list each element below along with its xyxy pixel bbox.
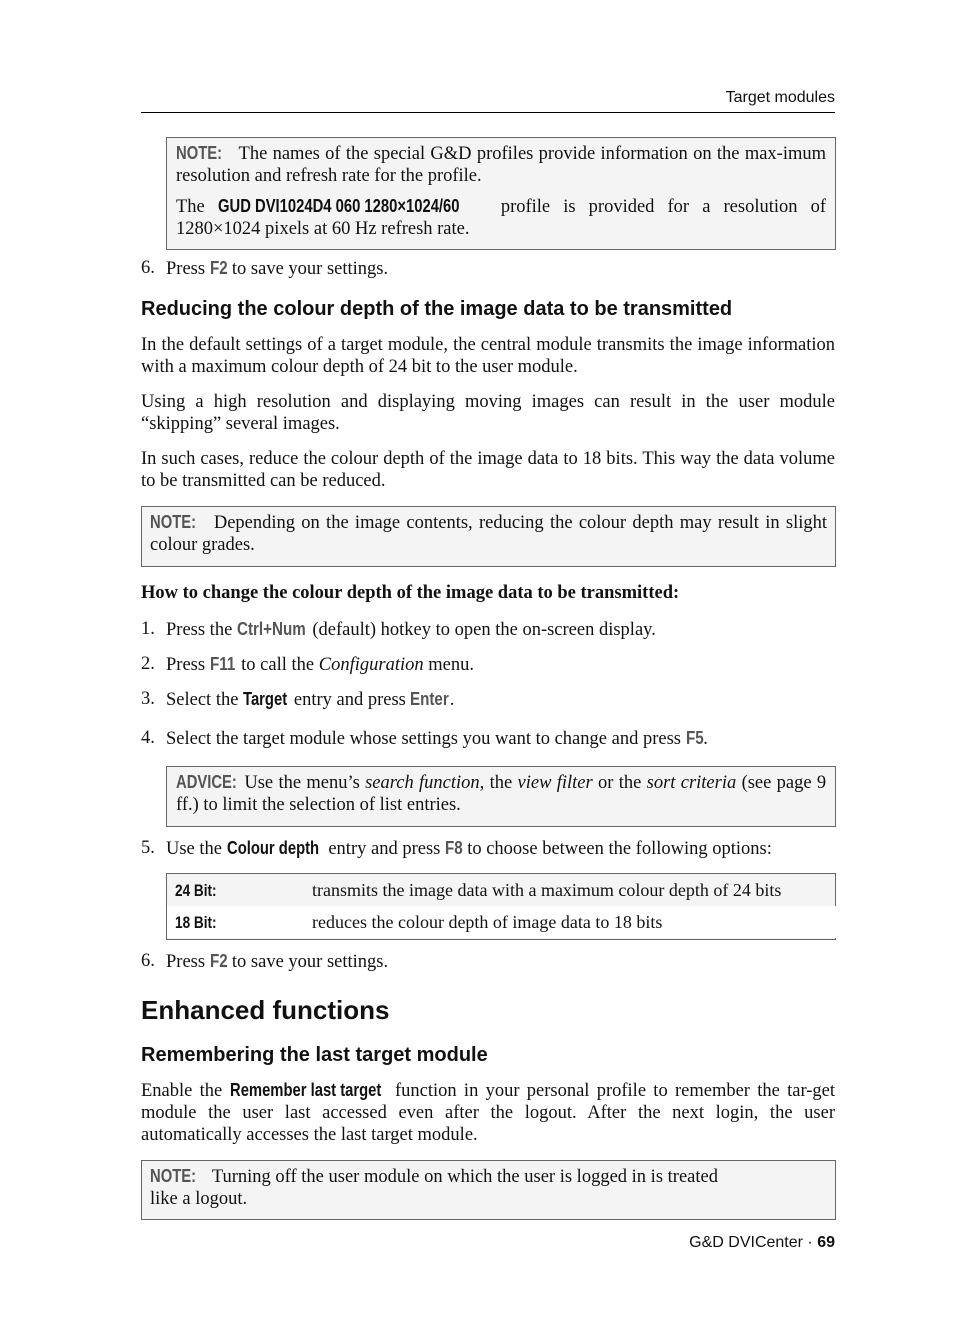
note-paragraph-1 bbox=[176, 142, 826, 187]
step-text-post: menu. bbox=[428, 655, 474, 675]
step-5 bbox=[141, 837, 835, 859]
step-number: 3. bbox=[141, 689, 155, 709]
colour-depth-heading: Reducing the colour depth of the image data to be transmitted bbox=[141, 298, 733, 320]
step-number: 4. bbox=[141, 728, 155, 748]
step-text-pre: Press bbox=[166, 655, 206, 675]
colour-depth-para-2 bbox=[141, 391, 835, 435]
step-number: 6. bbox=[141, 951, 155, 971]
step-3 bbox=[141, 688, 835, 710]
step-text-pre: Press bbox=[166, 952, 206, 972]
table-row bbox=[167, 874, 837, 906]
howto-heading: How to change the colour depth of the image data to be transmitted: bbox=[141, 583, 680, 603]
step-text-post: to choose between the following options: bbox=[467, 839, 772, 859]
option-key: 24 Bit: bbox=[175, 880, 217, 900]
advice-term-sort: sort criteria bbox=[646, 773, 737, 793]
step-text bbox=[166, 950, 388, 973]
note-label: NOTE: bbox=[150, 511, 197, 532]
step-save-first bbox=[141, 257, 835, 279]
paragraph-text bbox=[141, 1079, 835, 1146]
paragraph-text: In such cases, reduce the colour depth of the image data to 18 bits. This way the data volume to be transmitted can be reduced. bbox=[141, 449, 835, 491]
option-key-cell bbox=[167, 874, 312, 906]
paragraph-pre: Enable the bbox=[141, 1081, 223, 1101]
step-number: 1. bbox=[141, 619, 155, 639]
advice-paragraph bbox=[176, 771, 826, 816]
colour-depth-para-1 bbox=[141, 334, 835, 378]
step-text-post: to save your settings. bbox=[231, 259, 389, 279]
advice-text: Use the menu’s bbox=[244, 773, 360, 793]
step-text bbox=[166, 688, 454, 711]
key-enter: Enter bbox=[410, 688, 450, 709]
note-text-pre: The bbox=[176, 197, 205, 217]
option-key-cell bbox=[167, 906, 312, 938]
note-text: Depending on the image contents, reducing the colour depth may result in slight colour grades. bbox=[150, 513, 828, 555]
step-6 bbox=[141, 950, 835, 972]
key-ctrl-num: Ctrl+Num bbox=[236, 618, 306, 639]
step-text-pre: Press the bbox=[166, 620, 233, 640]
page-number: 69 bbox=[817, 1234, 835, 1251]
paragraph-text: In the default settings of a target module, the central module transmits the image information with a maximum colour depth of 24 bit to the user module. bbox=[141, 335, 835, 377]
step-text-post: . bbox=[703, 729, 708, 749]
page-footer bbox=[689, 1234, 835, 1252]
option-desc-cell bbox=[312, 874, 837, 906]
note-line-1 bbox=[150, 1165, 827, 1188]
step-text bbox=[166, 727, 708, 750]
advice-term-filter: view filter bbox=[517, 773, 593, 793]
step-number: 2. bbox=[141, 654, 155, 674]
enhanced-paragraph bbox=[141, 1079, 835, 1146]
note-text: The names of the special G&D profiles provide information on the max-imum resolution and refresh rate for the profile. bbox=[176, 144, 826, 186]
subsection-heading: Remembering the last target module bbox=[141, 1044, 488, 1066]
option-desc: reduces the colour depth of image data to 18 bits bbox=[312, 912, 663, 932]
step-text-mid: to call the bbox=[241, 655, 315, 675]
options-table-box bbox=[166, 873, 836, 940]
key-f2: F2 bbox=[209, 257, 228, 278]
paragraph-post: function in your personal profile to remember the tar-get module the user last accessed even after the logout. After the next login, the user automatically accesses the last target module. bbox=[141, 1081, 836, 1145]
note-label: NOTE: bbox=[176, 142, 223, 163]
key-f5: F5 bbox=[685, 727, 704, 748]
step-text-post: . bbox=[449, 690, 455, 710]
note-paragraph bbox=[150, 511, 827, 556]
step-text bbox=[166, 257, 388, 280]
note-text-post: profile is provided for a resolution of 1280×1024 pixels at 60 Hz refresh rate. bbox=[176, 197, 826, 239]
table-row bbox=[167, 906, 837, 938]
step-text bbox=[166, 837, 772, 860]
step-text bbox=[166, 653, 474, 676]
step-text-pre: Select the bbox=[166, 690, 239, 710]
note-line-2: like a logout. bbox=[150, 1189, 248, 1209]
step-text-post: to save your settings. bbox=[231, 952, 389, 972]
advice-text: the bbox=[489, 773, 513, 793]
key-f11: F11 bbox=[209, 653, 235, 674]
advice-text: or the bbox=[598, 773, 642, 793]
footer-product: G&D DVICenter · bbox=[689, 1234, 813, 1251]
step-text-mid: entry and press bbox=[328, 839, 441, 859]
section-heading: Enhanced functions bbox=[141, 995, 390, 1025]
option-desc: transmits the image data with a maximum colour depth of 24 bits bbox=[312, 880, 782, 900]
running-header: Target modules bbox=[725, 89, 835, 106]
key-f8: F8 bbox=[444, 837, 463, 858]
step-2 bbox=[141, 653, 835, 675]
step-text bbox=[166, 618, 656, 641]
note-text: Turning off the user module on which the user is logged in is treated bbox=[211, 1167, 718, 1187]
profile-name: GUD DVI1024D4 060 1280×1024/60 bbox=[217, 195, 460, 216]
colour-depth-para-3 bbox=[141, 448, 835, 492]
header-rule bbox=[141, 112, 835, 113]
menu-name: Configuration bbox=[318, 655, 424, 675]
note-box-profiles bbox=[166, 137, 836, 250]
note-label: NOTE: bbox=[150, 1165, 197, 1186]
advice-text: (see page 9 ff.) to limit the selection of list entries. bbox=[176, 773, 827, 815]
step-text-pre: Use the bbox=[166, 839, 222, 859]
advice-box bbox=[166, 766, 836, 827]
note-box-grades bbox=[141, 506, 836, 567]
step-text-post: (default) hotkey to open the on-screen display. bbox=[312, 620, 656, 640]
entry-colour-depth: Colour depth bbox=[226, 837, 319, 858]
step-1 bbox=[141, 618, 835, 640]
step-text-mid: entry and press bbox=[293, 690, 406, 710]
step-text-pre: Press bbox=[166, 259, 206, 279]
note-box-logout bbox=[141, 1160, 836, 1220]
note-paragraph-2 bbox=[176, 195, 826, 240]
option-desc-cell bbox=[312, 906, 837, 938]
advice-term-search: search function, bbox=[365, 773, 485, 793]
step-number: 5. bbox=[141, 838, 155, 858]
option-key: 18 Bit: bbox=[175, 912, 217, 932]
entry-target: Target bbox=[243, 688, 288, 709]
step-4 bbox=[141, 727, 835, 749]
paragraph-text: Using a high resolution and displaying moving images can result in the user module “skipping” several images. bbox=[141, 392, 835, 434]
step-number: 6. bbox=[141, 258, 155, 278]
entry-remember-last-target: Remember last target bbox=[229, 1079, 381, 1100]
advice-label: ADVICE: bbox=[176, 771, 237, 792]
key-f2: F2 bbox=[209, 950, 228, 971]
options-table bbox=[167, 874, 837, 938]
step-text-pre: Select the target module whose settings you want to change and press bbox=[166, 729, 681, 749]
